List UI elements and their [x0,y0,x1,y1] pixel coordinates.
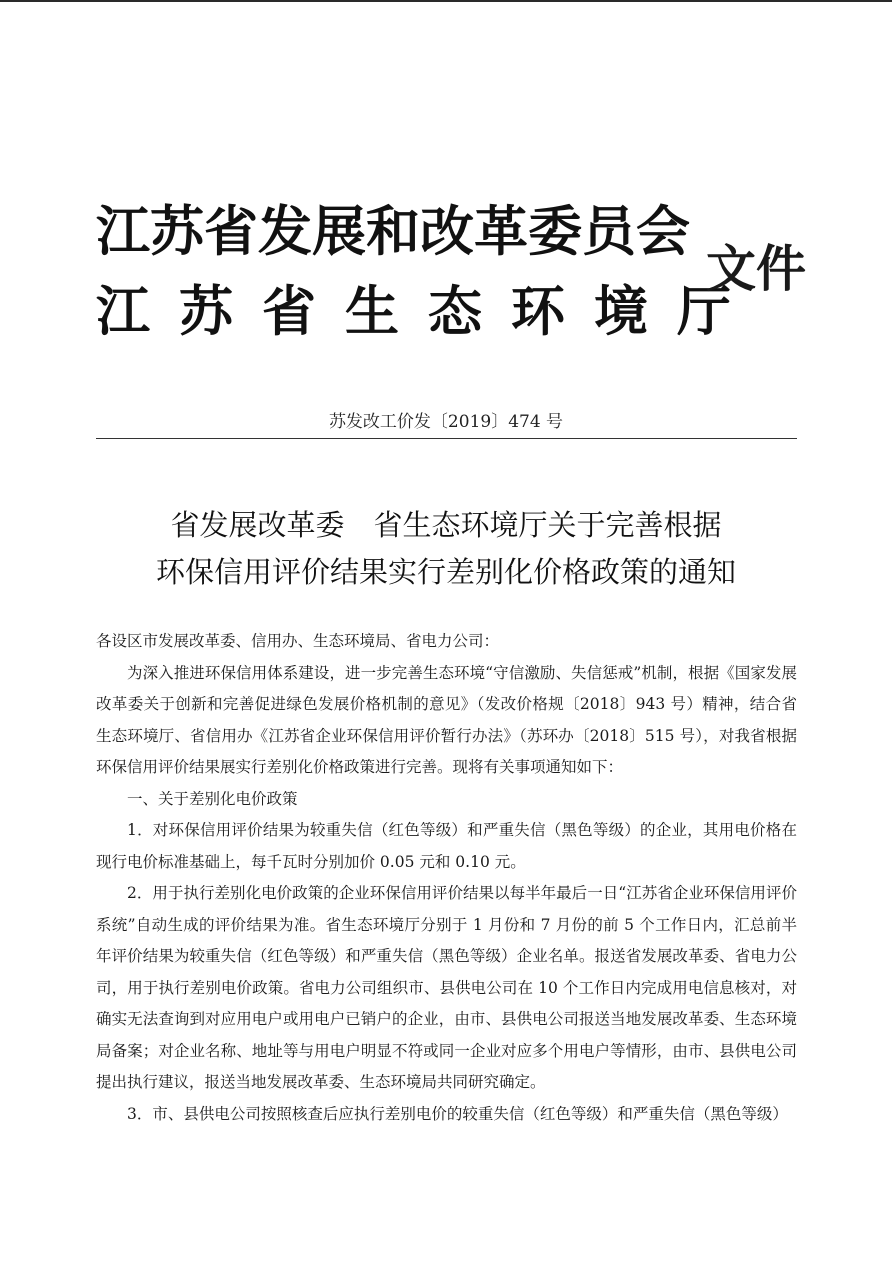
issuing-org-2: 江苏省生态环境厅 [96,279,760,343]
document-header [96,196,816,346]
item-2-paragraph: 2．用于执行差别化电价政策的企业环保信用评价结果以每半年最后一日“江苏省企业环保信用评价系统”自动生成的评价结果为准。省生态环境厅分别于 1 月份和 7 月份的前 5 个工作日内，汇总前半年评价结果为较重失信（红色等级）和严重失信（黑色等级）企业名单。报送省发展改革委、省电力公司，用于执行差别电价政策。省电力公司组织市、县供电公司在 10 个工作日内完成用电信息核对，对确实无法查询到对应用电户或用电户已销户的企业，由市、县供电公司报送当地发展改革委、生态环境局备案；对企业名称、地址等与用电户明显不符或同一企业对应多个用电户等情形，由市、县供电公司提出执行建议，报送当地发展改革委、生态环境局共同研究确定。 [96,884,797,1091]
section-heading: 一、关于差别化电价政策 [127,789,298,808]
page-top-edge [0,0,892,2]
salutation: 各设区市发展改革委、信用办、生态环境局、省电力公司： [96,632,500,650]
intro-paragraph: 为深入推进环保信用体系建设，进一步完善生态环境“守信激励、失信惩戒”机制，根据《国家发展改革委关于创新和完善促进绿色发展价格机制的意见》（发改价格规〔2018〕943 号）精神，结合省生态环境厅、省信用办《江苏省企业环保信用评价暂行办法》（苏环办〔2018〕515 号），对我省根据环保信用评价结果展实行差别化价格政策进行完善。现将有关事项通知如下： [96,663,797,776]
issuing-org-1: 江苏省发展和改革委员会 [96,199,690,263]
document-type-label: 文件 [706,239,806,298]
item-3-paragraph: 3．市、县供电公司按照核查后应执行差别电价的较重失信（红色等级）和严重失信（黑色等级） [127,1104,788,1123]
header-divider [96,438,797,439]
notice-title-line-2: 环保信用评价结果实行差别化价格政策的通知 [155,555,736,589]
notice-body [96,626,797,1130]
notice-title-line-1: 省发展改革委 省生态环境厅关于完善根据 [170,508,722,542]
document-number: 苏发改工价发〔2019〕474 号 [328,412,564,432]
item-1-paragraph: 1．对环保信用评价结果为较重失信（红色等级）和严重失信（黑色等级）的企业，其用电价格在现行电价标准基础上，每千瓦时分别加价 0.05 元和 0.10 元。 [96,821,797,871]
